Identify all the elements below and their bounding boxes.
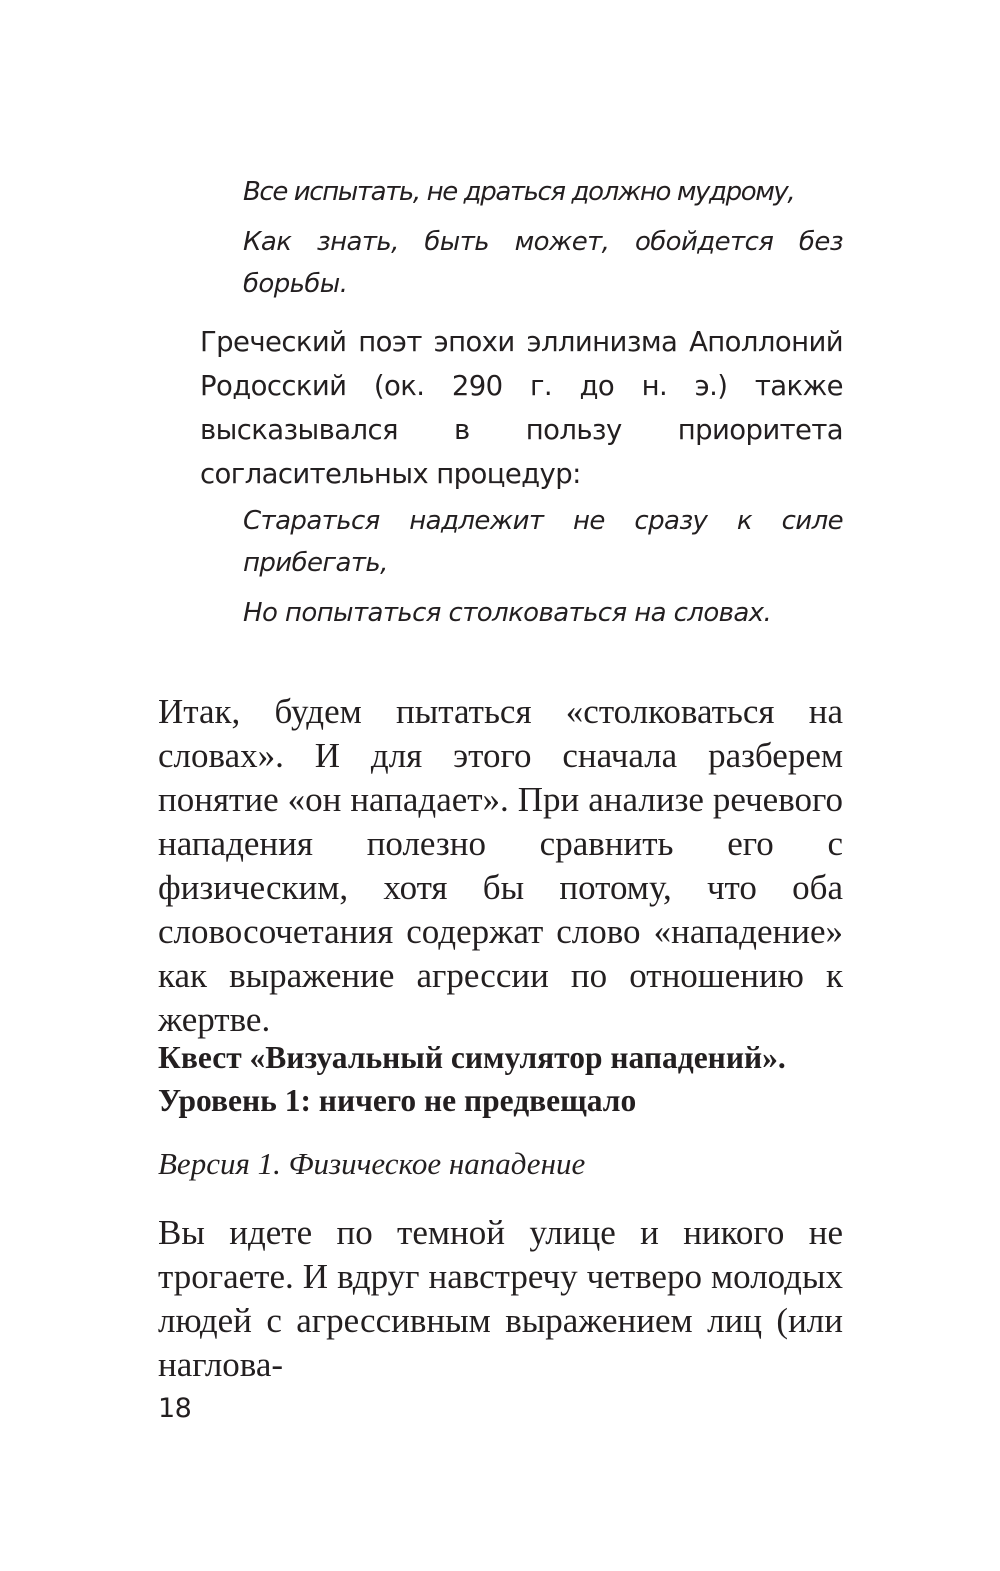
body-paragraph-2: Вы идете по темной улице и никого не трогаете. И вдруг навстречу четверо молодых людей с агрессивным выражением лиц (или наглова- — [158, 1213, 843, 1384]
verse-2-line-2: Но попытаться столковаться на словах. — [243, 598, 772, 628]
section-subheading: Версия 1. Физическое нападение — [158, 1146, 586, 1181]
page-number: 18 — [158, 1393, 192, 1424]
section-heading — [158, 1036, 848, 1122]
verse-1-line-1: Все испытать, не драться должно мудрому, — [243, 177, 795, 207]
section-heading-line-2: Уровень 1: ничего не предвещало — [158, 1083, 637, 1118]
body-paragraph-1: Итак, будем пытаться «столковаться на словах». И для этого сначала разберем понятие «он нападает». При анализе речевого нападения полезно сравнить его с физическим, хотя бы потому, что оба словосочетания содержат слово «нападение» как выражение агрессии по отношению к жертве. — [158, 692, 843, 1039]
verse-2-line-1: Стараться надлежит не сразу к силе прибегать, — [243, 506, 843, 578]
epigraph-verse-2 — [243, 500, 843, 634]
verse-1-line-2 — [243, 221, 843, 305]
verse-1-line-2b: борьбы. — [243, 269, 348, 299]
quote-intro-paragraph: Греческий поэт эпохи эллинизма Аполлоний Родосский (ок. 290 г. до н. э.) также высказывался в пользу приоритета согласительных процедур: — [200, 326, 843, 490]
epigraph-verse-1 — [243, 171, 843, 305]
section-heading-line-1: Квест «Визуальный симулятор нападений». — [158, 1040, 786, 1075]
verse-1-line-2a: Как знать, быть может, обойдется без — [243, 227, 843, 257]
